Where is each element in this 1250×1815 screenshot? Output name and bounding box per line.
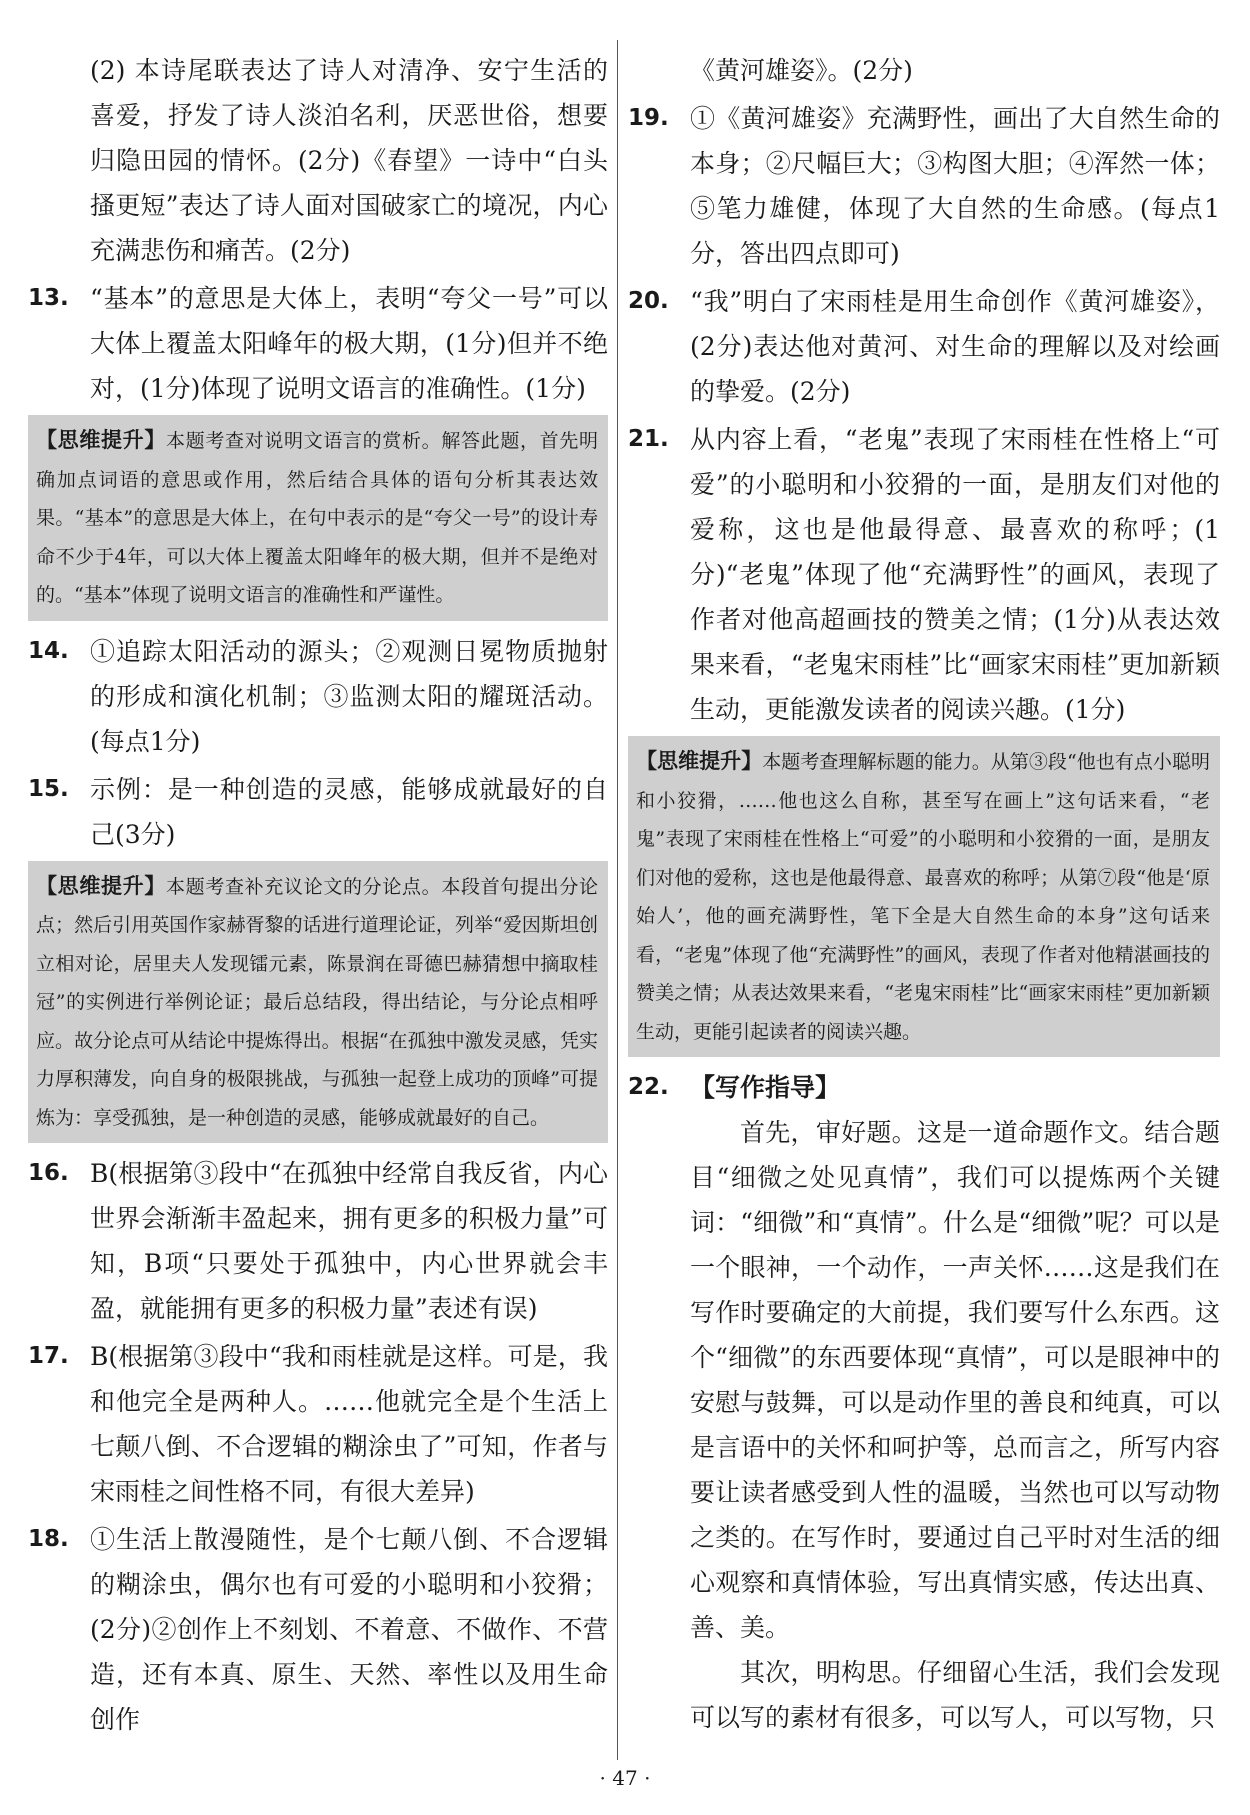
tip-box-21	[628, 736, 1220, 1057]
answer-19	[628, 96, 1220, 276]
answer-text: B(根据第③段中“在孤独中经常自我反省，内心世界会渐渐丰盈起来，拥有更多的积极力量”可知，B项“只要处于孤独中，内心世界就会丰盈，就能拥有更多的积极力量”表述有误)	[90, 1159, 608, 1323]
answer-15	[28, 767, 608, 857]
answer-number: 19.	[628, 105, 669, 131]
page-number: · 47 ·	[599, 1766, 651, 1790]
left-column	[28, 48, 608, 1745]
answer-number: 17.	[28, 1343, 69, 1369]
answer-13	[28, 276, 608, 411]
tip-label: 【思维提升】	[36, 428, 166, 452]
answer-number: 14.	[28, 637, 69, 664]
answer-text: 从内容上看，“老鬼”表现了宋雨桂在性格上“可爱”的小聪明和小狡猾的一面，是朋友们对他的爱称，这也是他最得意、最喜欢的称呼；(1分)“老鬼”体现了他“充满野性”的画风，表现了作者对他高超画技的赞美之情；(1分)从表达效果来看，“老鬼宋雨桂”比“画家宋雨桂”更加新颖生动，更能激发读者的阅读兴趣。(1分)	[690, 425, 1220, 724]
answer-text: ①追踪太阳活动的源头；②观测日冕物质抛射的形成和演化机制；③监测太阳的耀斑活动。(每点1分)	[90, 636, 608, 756]
answer-number: 13.	[28, 285, 69, 311]
tip-text: 本题考查理解标题的能力。从第③段“他也有点小聪明和小狡猾，……他也这么自称，甚至写在画上”这句话来看，“老鬼”表现了宋雨桂在性格上“可爱”的小聪明和小狡猾的一面，是朋友们对他的爱称，这也是他最得意、最喜欢的称呼；从第⑦段“他是‘原始人’，他的画充满野性，笔下全是大自然生命的本身”这句话来看，“老鬼”体现了他“充满野性”的画风，表现了作者对他精湛画技的赞美之情；从表达效果来看，“老鬼宋雨桂”比“画家宋雨桂”更加新颖生动，更能引起读者的阅读兴趣。	[636, 751, 1210, 1043]
answer-20	[628, 279, 1220, 414]
tip-box-13	[28, 415, 608, 621]
answer-17	[28, 1334, 608, 1514]
answer-number: 15.	[28, 775, 69, 802]
answer-text: ①生活上散漫随性，是个七颠八倒、不合逻辑的糊涂虫，偶尔也有可爱的小聪明和小狡猾；(2分)②创作上不刻划、不着意、不做作、不营造，还有本真、原生、天然、率性以及用生命创作	[90, 1525, 608, 1734]
tip-label: 【思维提升】	[636, 749, 763, 773]
answer-number: 18.	[28, 1526, 69, 1552]
answer-text: ①《黄河雄姿》充满野性，画出了大自然生命的本身；②尺幅巨大；③构图大胆；④浑然一体；⑤笔力雄健，体现了大自然的生命感。(每点1分，答出四点即可)	[690, 104, 1220, 268]
answer-text: “我”明白了宋雨桂是用生命创作《黄河雄姿》，(2分)表达他对黄河、对生命的理解以及对绘画的挚爱。(2分)	[690, 287, 1220, 406]
answer-text: 示例：是一种创造的灵感，能够成就最好的自己(3分)	[90, 774, 608, 849]
tip-text: 本题考查补充议论文的分论点。本段首句提出分论点；然后引用英国作家赫胥黎的话进行道理论证，列举“爱因斯坦创立相对论，居里夫人发现镭元素，陈景润在哥德巴赫猜想中摘取桂冠”的实例进行举例论证；最后总结段，得出结论，与分论点相呼应。故分论点可从结论中提炼得出。根据“在孤独中激发灵感，凭实力厚积薄发，向自身的极限挑战，与孤独一起登上成功的顶峰”可提炼为：享受孤独，是一种创造的灵感，能够成就最好的自己。	[36, 875, 598, 1129]
answer-text: B(根据第③段中“我和雨桂就是这样。可是，我和他完全是两种人。……他就完全是个生活上七颠八倒、不合逻辑的糊涂虫了”可知，作者与宋雨桂之间性格不同，有很大差异)	[90, 1342, 608, 1506]
answer-18	[28, 1517, 608, 1742]
answer-number: 16.	[28, 1160, 69, 1186]
item-12-continuation: (2) 本诗尾联表达了诗人对清净、安宁生活的喜爱，抒发了诗人淡泊名利，厌恶世俗，想要归隐田园的情怀。(2分)《春望》一诗中“白头搔更短”表达了诗人面对国破家亡的境况，内心充满悲伤和痛苦。(2分)	[90, 56, 608, 265]
item-18-continuation: 《黄河雄姿》。(2分)	[690, 56, 913, 85]
answer-text: “基本”的意思是大体上，表明“夸父一号”可以大体上覆盖太阳峰年的极大期，(1分)但并不绝对，(1分)体现了说明文语言的准确性。(1分)	[90, 284, 608, 403]
answer-14	[28, 629, 608, 764]
tip-box-15	[28, 861, 608, 1144]
tip-text: 本题考查对说明文语言的赏析。解答此题，首先明确加点词语的意思或作用，然后结合具体的语句分析其表达效果。“基本”的意思是大体上，在句中表示的是“夸父一号”的设计寿命不少于4年，可以大体上覆盖太阳峰年的极大期，但并不是绝对的。“基本”体现了说明文语言的准确性和严谨性。	[36, 430, 598, 606]
writing-guide-paragraph-1: 首先，审好题。这是一道命题作文。结合题目“细微之处见真情”，我们可以提炼两个关键词：“细微”和“真情”。什么是“细微”呢？可以是一个眼神，一个动作，一声关怀……这是我们在写作时要确定的大前提，我们要写什么东西。这个“细微”的东西要体现“真情”，可以是眼神中的安慰与鼓舞，可以是动作里的善良和纯真，可以是言语中的关怀和呵护等，总而言之，所写内容要让读者感受到人性的温暖，当然也可以写动物之类的。在写作时，要通过自己平时对生活的细心观察和真情体验，写出真情实感，传达出真、善、美。	[690, 1118, 1220, 1642]
answer-number: 22.	[628, 1074, 669, 1100]
writing-guide-paragraph-2: 其次，明构思。仔细留心生活，我们会发现可以写的素材有很多，可以写人，可以写物，只	[690, 1658, 1220, 1732]
tip-label: 【思维提升】	[36, 873, 166, 898]
answer-21	[628, 417, 1220, 732]
right-column	[628, 48, 1220, 1740]
column-divider	[617, 40, 618, 1760]
answer-16	[28, 1151, 608, 1331]
answer-number: 21.	[628, 426, 669, 452]
writing-guide-label: 【写作指导】	[690, 1073, 841, 1102]
answer-22-heading	[628, 1065, 1220, 1110]
answer-number: 20.	[628, 288, 669, 314]
